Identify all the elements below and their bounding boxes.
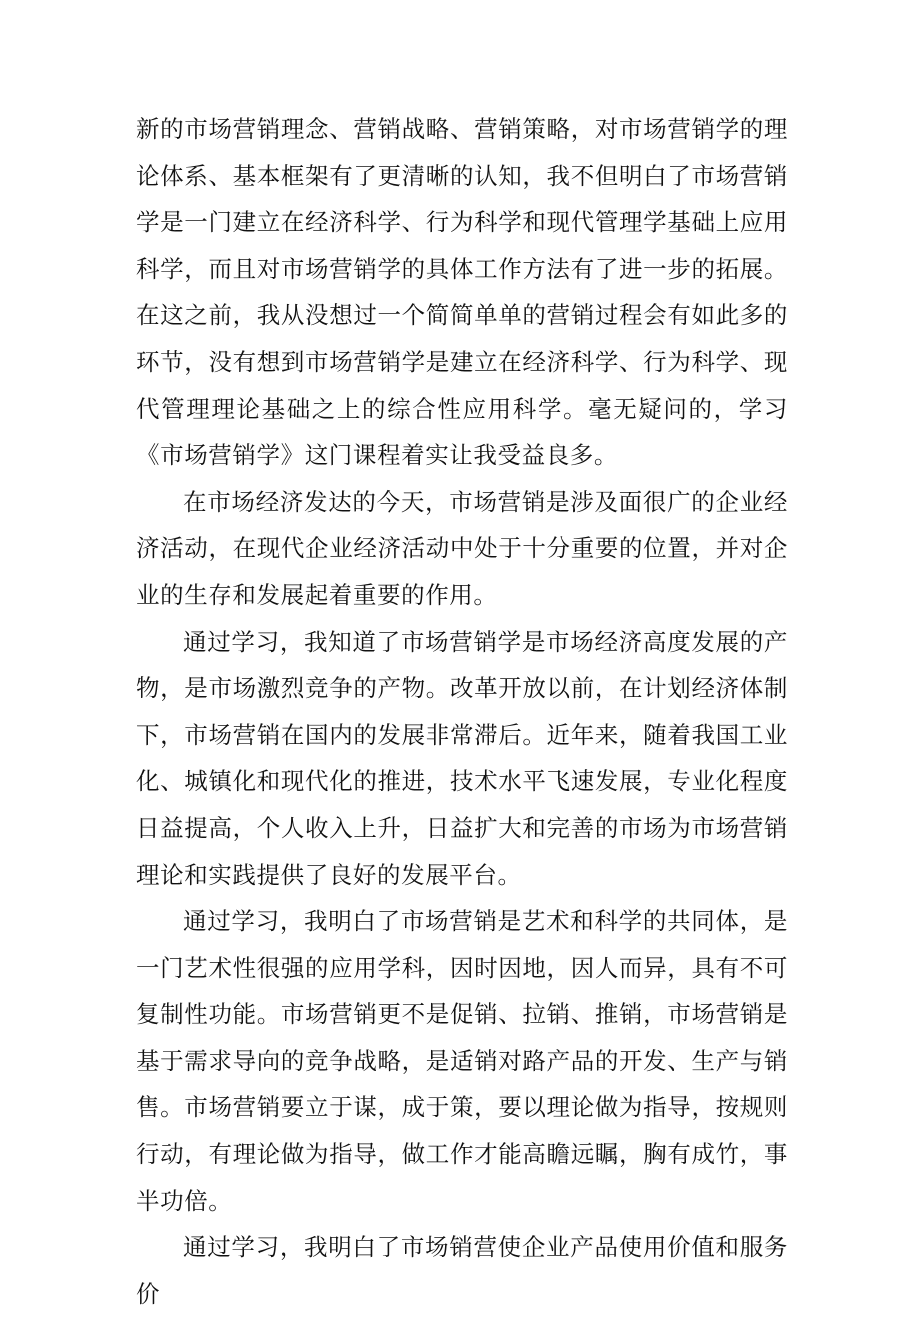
paragraph-2: 在市场经济发达的今天，市场营销是涉及面很广的企业经济活动，在现代企业经济活动中处于十分重要的位置，并对企业的生存和发展起着重要的作用。: [136, 487, 788, 609]
paragraph-1: 新的市场营销理念、营销战略、营销策略，对市场营销学的理论体系、基本框架有了更清晰的认知，我不但明白了市场营销学是一门建立在经济科学、行为科学和现代管理学基础上应用科学，而且对市场营销学的具体工作方法有了进一步的拓展。在这之前，我从没想过一个简简单单的营销过程会有如此多的环节，没有想到市场营销学是建立在经济科学、行为科学、现代管理理论基础之上的综合性应用科学。毫无疑问的，学习《市场营销学》这门课程着实让我受益良多。: [136, 115, 788, 470]
paragraph-4: 通过学习，我明白了市场营销是艺术和科学的共同体，是一门艺术性很强的应用学科，因时因地，因人而异，具有不可复制性功能。市场营销更不是促销、拉销、推销，市场营销是基于需求导向的竞争战略，是适销对路产品的开发、生产与销售。市场营销要立于谋，成于策，要以理论做为指导，按规则行动，有理论做为指导，做工作才能高瞻远瞩，胸有成竹，事半功倍。: [136, 907, 788, 1215]
document-body: [136, 106, 788, 1317]
paragraph-5: 通过学习，我明白了市场销营使企业产品使用价值和服务价: [136, 1233, 788, 1308]
paragraph-3: 通过学习，我知道了市场营销学是市场经济高度发展的产物，是市场激烈竞争的产物。改革开放以前，在计划经济体制下，市场营销在国内的发展非常滞后。近年来，随着我国工业化、城镇化和现代化的推进，技术水平飞速发展，专业化程度日益提高，个人收入上升，日益扩大和完善的市场为市场营销理论和实践提供了良好的发展平台。: [136, 627, 788, 889]
